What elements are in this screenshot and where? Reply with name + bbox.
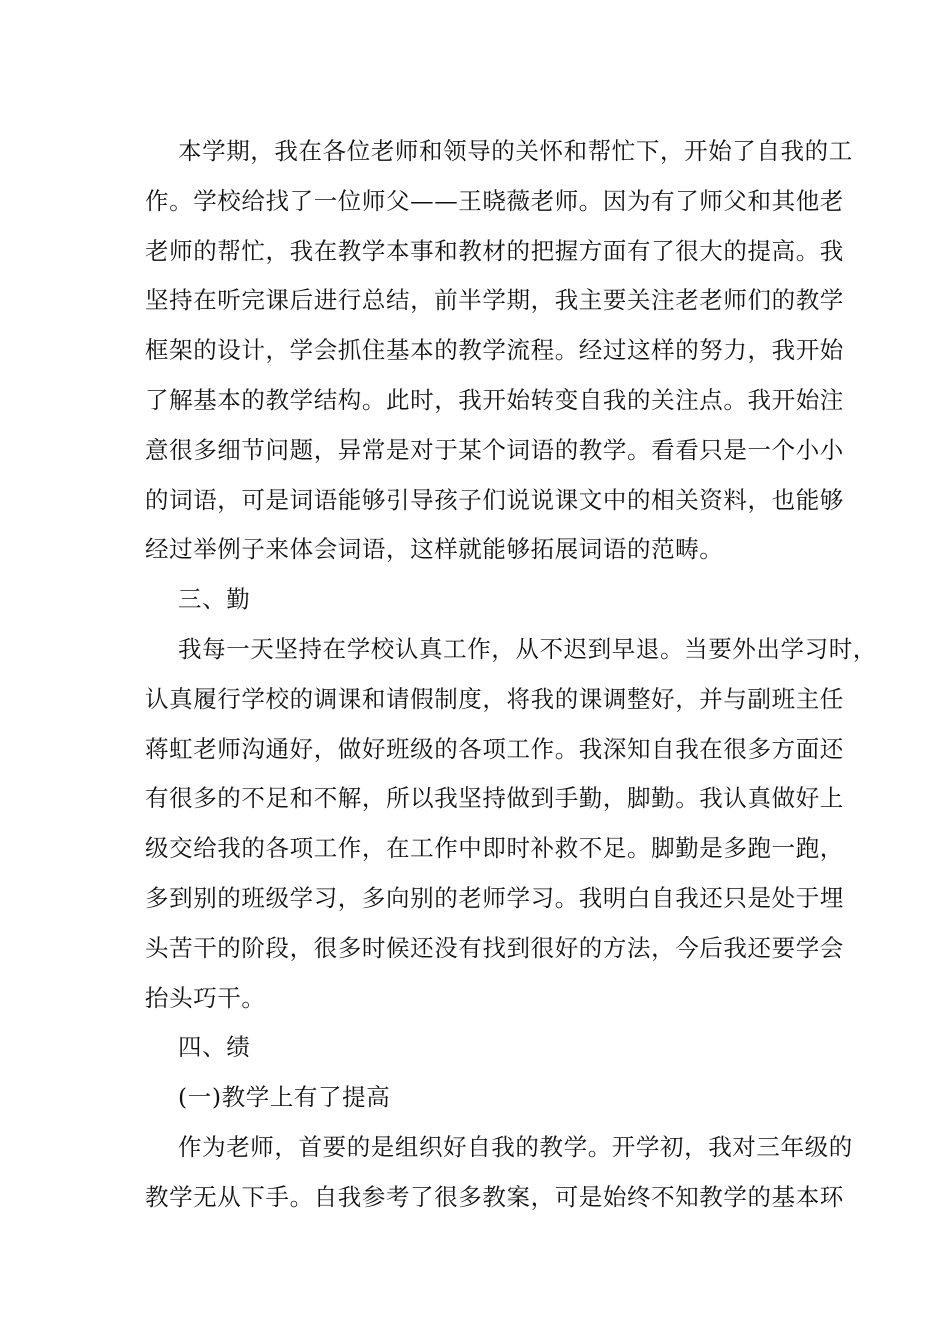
paragraph-line: 作。学校给找了一位师父——王晓薇老师。因为有了师父和其他老: [145, 186, 844, 215]
paragraph-line: 意很多细节问题，异常是对于某个词语的教学。看看只是一个小小: [145, 435, 844, 464]
paragraph-line: 教学无从下手。自我参考了很多教案，可是始终不知教学的基本环: [145, 1182, 844, 1211]
section-heading: 三、勤: [178, 585, 251, 614]
subsection-heading: (一)教学上有了提高: [178, 1083, 391, 1112]
document-body: [145, 127, 877, 1223]
paragraph-line: 头苦干的阶段，很多时候还没有找到很好的方法，今后我还要学会: [145, 933, 844, 962]
paragraph-line: 本学期，我在各位老师和领导的关怀和帮忙下，开始了自我的工: [178, 137, 853, 165]
paragraph-line: 认真履行学校的调课和请假制度，将我的课调整好，并与副班主任: [145, 684, 844, 713]
paragraph-line: 框架的设计，学会抓住基本的教学流程。经过这样的努力，我开始: [145, 336, 844, 365]
paragraph-line: 了解基本的教学结构。此时，我开始转变自我的关注点。我开始注: [145, 385, 844, 414]
paragraph-line: 的词语，可是词语能够引导孩子们说说课文中的相关资料，也能够: [145, 485, 844, 514]
paragraph-line: 级交给我的各项工作，在工作中即时补救不足。脚勤是多跑一跑，: [145, 834, 844, 863]
section-heading: 四、绩: [178, 1033, 251, 1062]
paragraph-line: 作为老师，首要的是组织好自我的教学。开学初，我对三年级的: [178, 1132, 853, 1161]
paragraph-line: 经过举例子来体会词语，这样就能够拓展词语的范畴。: [145, 535, 724, 564]
paragraph-line: 抬头巧干。: [145, 983, 266, 1012]
paragraph-line: 老师的帮忙，我在教学本事和教材的把握方面有了很大的提高。我: [145, 236, 844, 265]
paragraph-line: 蒋虹老师沟通好，做好班级的各项工作。我深知自我在很多方面还: [145, 734, 844, 763]
paragraph-line: 我每一天坚持在学校认真工作，从不迟到早退。当要外出学习时，: [178, 634, 877, 663]
paragraph-line: 多到别的班级学习，多向别的老师学习。我明白自我还只是处于埋: [145, 883, 844, 912]
paragraph-line: 坚持在听完课后进行总结，前半学期，我主要关注老老师们的教学: [145, 286, 844, 315]
paragraph-line: 有很多的不足和不解，所以我坚持做到手勤，脚勤。我认真做好上: [145, 784, 844, 813]
